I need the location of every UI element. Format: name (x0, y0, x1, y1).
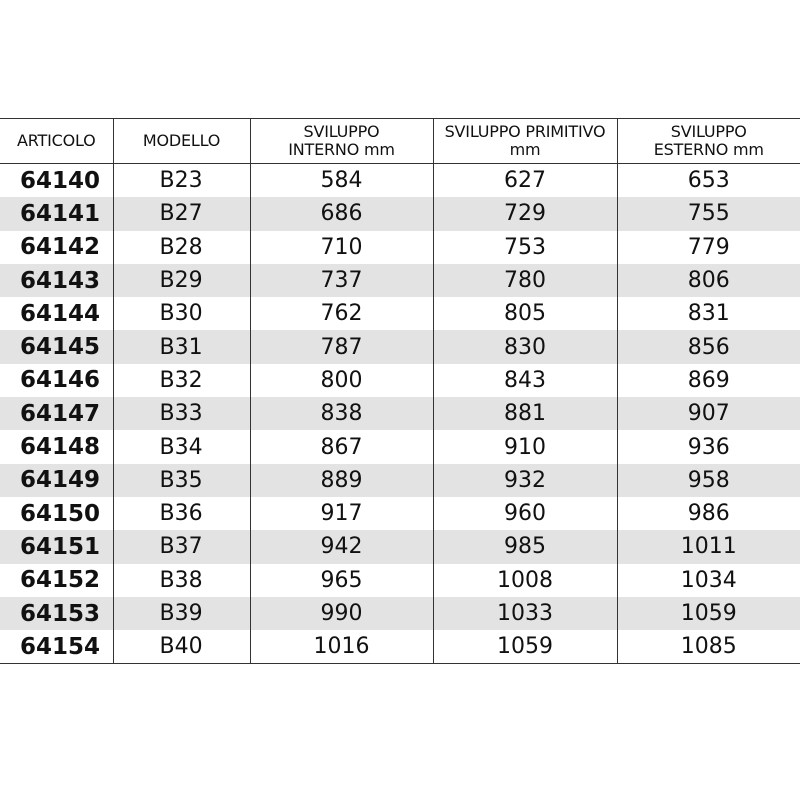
cell-articolo: 64147 (0, 397, 113, 430)
cell-esterno: 806 (617, 264, 800, 297)
cell-articolo: 64151 (0, 530, 113, 563)
cell-modello: B29 (113, 264, 250, 297)
cell-modello: B33 (113, 397, 250, 430)
cell-primitivo: 910 (433, 430, 617, 463)
table-body (0, 164, 800, 664)
table-row (0, 264, 800, 297)
cell-interno: 917 (250, 497, 433, 530)
cell-interno: 965 (250, 564, 433, 597)
cell-modello: B31 (113, 330, 250, 363)
cell-esterno: 1085 (617, 630, 800, 664)
table-row (0, 630, 800, 664)
table-row (0, 597, 800, 630)
cell-modello: B39 (113, 597, 250, 630)
header-modello: MODELLO (113, 119, 250, 164)
table-row (0, 497, 800, 530)
belt-size-table (0, 118, 800, 664)
table-row (0, 197, 800, 230)
cell-primitivo: 985 (433, 530, 617, 563)
cell-modello: B35 (113, 464, 250, 497)
cell-primitivo: 1059 (433, 630, 617, 664)
cell-articolo: 64154 (0, 630, 113, 664)
table-row (0, 530, 800, 563)
header-sviluppo-primitivo: SVILUPPO PRIMITIVO mm (433, 119, 617, 164)
cell-modello: B28 (113, 231, 250, 264)
cell-esterno: 1011 (617, 530, 800, 563)
cell-primitivo: 753 (433, 231, 617, 264)
table-row (0, 330, 800, 363)
belt-size-table-container (0, 118, 800, 664)
cell-articolo: 64152 (20, 567, 101, 594)
table-row (0, 464, 800, 497)
cell-modello: B30 (113, 297, 250, 330)
cell-modello: B37 (113, 530, 250, 563)
cell-articolo: 64148 (20, 434, 101, 461)
cell-articolo: 64141 (0, 197, 113, 230)
cell-modello: B23 (113, 164, 250, 198)
cell-esterno: 1059 (617, 597, 800, 630)
cell-primitivo: 830 (433, 330, 617, 363)
cell-articolo: 64153 (0, 597, 113, 630)
cell-interno: 584 (250, 164, 433, 198)
cell-esterno: 755 (617, 197, 800, 230)
cell-esterno: 653 (617, 164, 800, 198)
cell-primitivo: 1008 (433, 564, 617, 597)
cell-esterno: 779 (617, 231, 800, 264)
cell-interno: 1016 (250, 630, 433, 664)
table-row (0, 231, 800, 264)
header-row (0, 119, 800, 164)
table-row (0, 564, 800, 597)
cell-interno: 762 (250, 297, 433, 330)
cell-modello: B27 (113, 197, 250, 230)
cell-primitivo: 729 (433, 197, 617, 230)
cell-esterno: 907 (617, 397, 800, 430)
cell-interno: 710 (250, 231, 433, 264)
cell-esterno: 936 (617, 430, 800, 463)
cell-primitivo: 932 (433, 464, 617, 497)
cell-esterno: 986 (617, 497, 800, 530)
cell-interno: 800 (250, 364, 433, 397)
table-row (0, 397, 800, 430)
cell-esterno: 869 (617, 364, 800, 397)
cell-esterno: 831 (617, 297, 800, 330)
table-row (0, 364, 800, 397)
cell-primitivo: 805 (433, 297, 617, 330)
header-articolo: ARTICOLO (0, 119, 113, 164)
cell-esterno: 958 (617, 464, 800, 497)
cell-articolo: 64150 (20, 500, 101, 527)
cell-primitivo: 627 (433, 164, 617, 198)
cell-interno: 787 (250, 330, 433, 363)
cell-interno: 737 (250, 264, 433, 297)
cell-interno: 686 (250, 197, 433, 230)
cell-articolo: 64144 (20, 300, 101, 327)
cell-esterno: 1034 (617, 564, 800, 597)
cell-primitivo: 843 (433, 364, 617, 397)
cell-esterno: 856 (617, 330, 800, 363)
cell-articolo: 64143 (0, 264, 113, 297)
header-sviluppo-interno: SVILUPPO INTERNO mm (250, 119, 433, 164)
cell-primitivo: 780 (433, 264, 617, 297)
cell-articolo: 64146 (20, 367, 101, 394)
cell-articolo: 64142 (20, 234, 101, 261)
table-row (0, 297, 800, 330)
table-header (0, 119, 800, 164)
header-sviluppo-esterno: SVILUPPO ESTERNO mm (617, 119, 800, 164)
cell-interno: 838 (250, 397, 433, 430)
cell-articolo: 64145 (0, 330, 113, 363)
cell-primitivo: 1033 (433, 597, 617, 630)
table-row (0, 164, 800, 198)
cell-modello: B32 (113, 364, 250, 397)
cell-primitivo: 881 (433, 397, 617, 430)
cell-interno: 942 (250, 530, 433, 563)
cell-modello: B36 (113, 497, 250, 530)
cell-articolo: 64140 (20, 167, 101, 194)
cell-modello: B34 (113, 430, 250, 463)
cell-primitivo: 960 (433, 497, 617, 530)
cell-interno: 889 (250, 464, 433, 497)
cell-interno: 990 (250, 597, 433, 630)
cell-articolo: 64149 (0, 464, 113, 497)
cell-interno: 867 (250, 430, 433, 463)
cell-modello: B38 (113, 564, 250, 597)
table-row (0, 430, 800, 463)
cell-modello: B40 (113, 630, 250, 664)
